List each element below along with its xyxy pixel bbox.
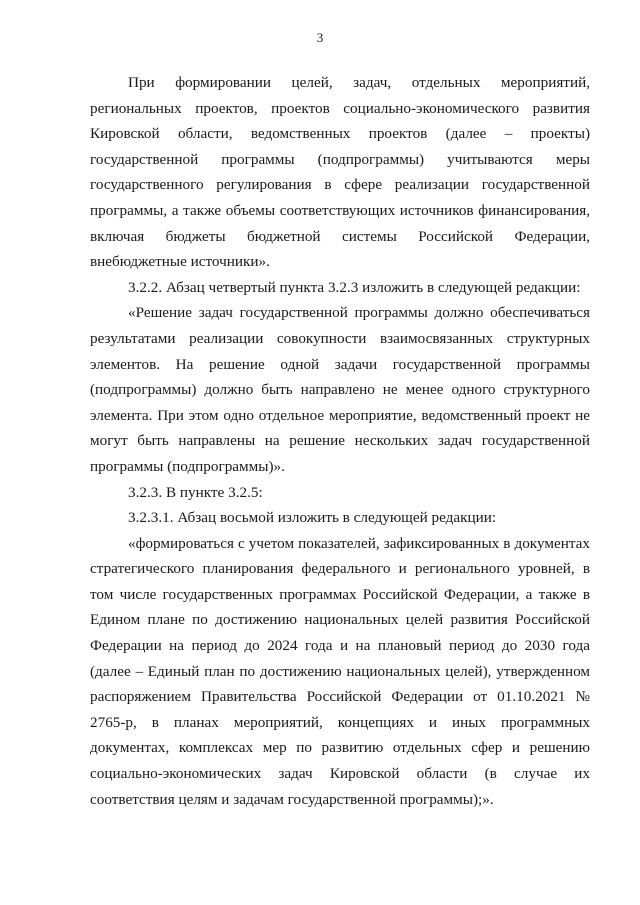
paragraph-amendment-3-2-3: 3.2.3. В пункте 3.2.5: [128, 483, 263, 501]
paragraph-tasks-solution: «Решение задач государственной программы должно обеспечиваться результатами реализации совокупности взаимосвязанных структурных элементов. На решение одной задачи государственной программы (подпрограммы) должно быть направлено не менее одного структурного элемента. При этом одно отдельное мероприятие, ведомственный проект не могут быть направлены на решение нескольких задач государственной программы (подпрограммы)». [90, 304, 590, 475]
page-number: 3 [316, 30, 324, 45]
document-body [90, 70, 590, 812]
paragraph-amendment-3-2-2: 3.2.2. Абзац четвертый пункта 3.2.3 изложить в следующей редакции: [128, 278, 581, 296]
paragraph-goals-formation: При формировании целей, задач, отдельных мероприятий, региональных проектов, проектов социально-экономического развития Кировской области, ведомственных проектов (далее – проекты) государственной программы (подпрограммы) учитываются меры государственного регулирования в сфере реализации государственной программы, а также объемы соответствующих источников финансирования, включая бюджеты бюджетной системы Российской Федерации, внебюджетные источники». [90, 74, 590, 271]
paragraph-indicators-formation: «формироваться с учетом показателей, зафиксированных в документах стратегического планирования федерального и регионального уровней, в том числе государственных программах Российской Федерации, а также в Едином плане по достижению национальных целей развития Российской Федерации на период до 2024 года и на плановый период до 2030 года (далее – Единый план по достижению национальных целей), утвержденном распоряжением Правительства Российской Федерации от 01.10.2021 № 2765-р, в планах мероприятий, концепциях и иных программных документах, комплексах мер по развитию отдельных сфер и решению социально-экономических задач Кировской области (в случае их соответствия целям и задачам государственной программы);». [90, 534, 590, 808]
paragraph-amendment-3-2-3-1: 3.2.3.1. Абзац восьмой изложить в следующей редакции: [128, 509, 497, 527]
